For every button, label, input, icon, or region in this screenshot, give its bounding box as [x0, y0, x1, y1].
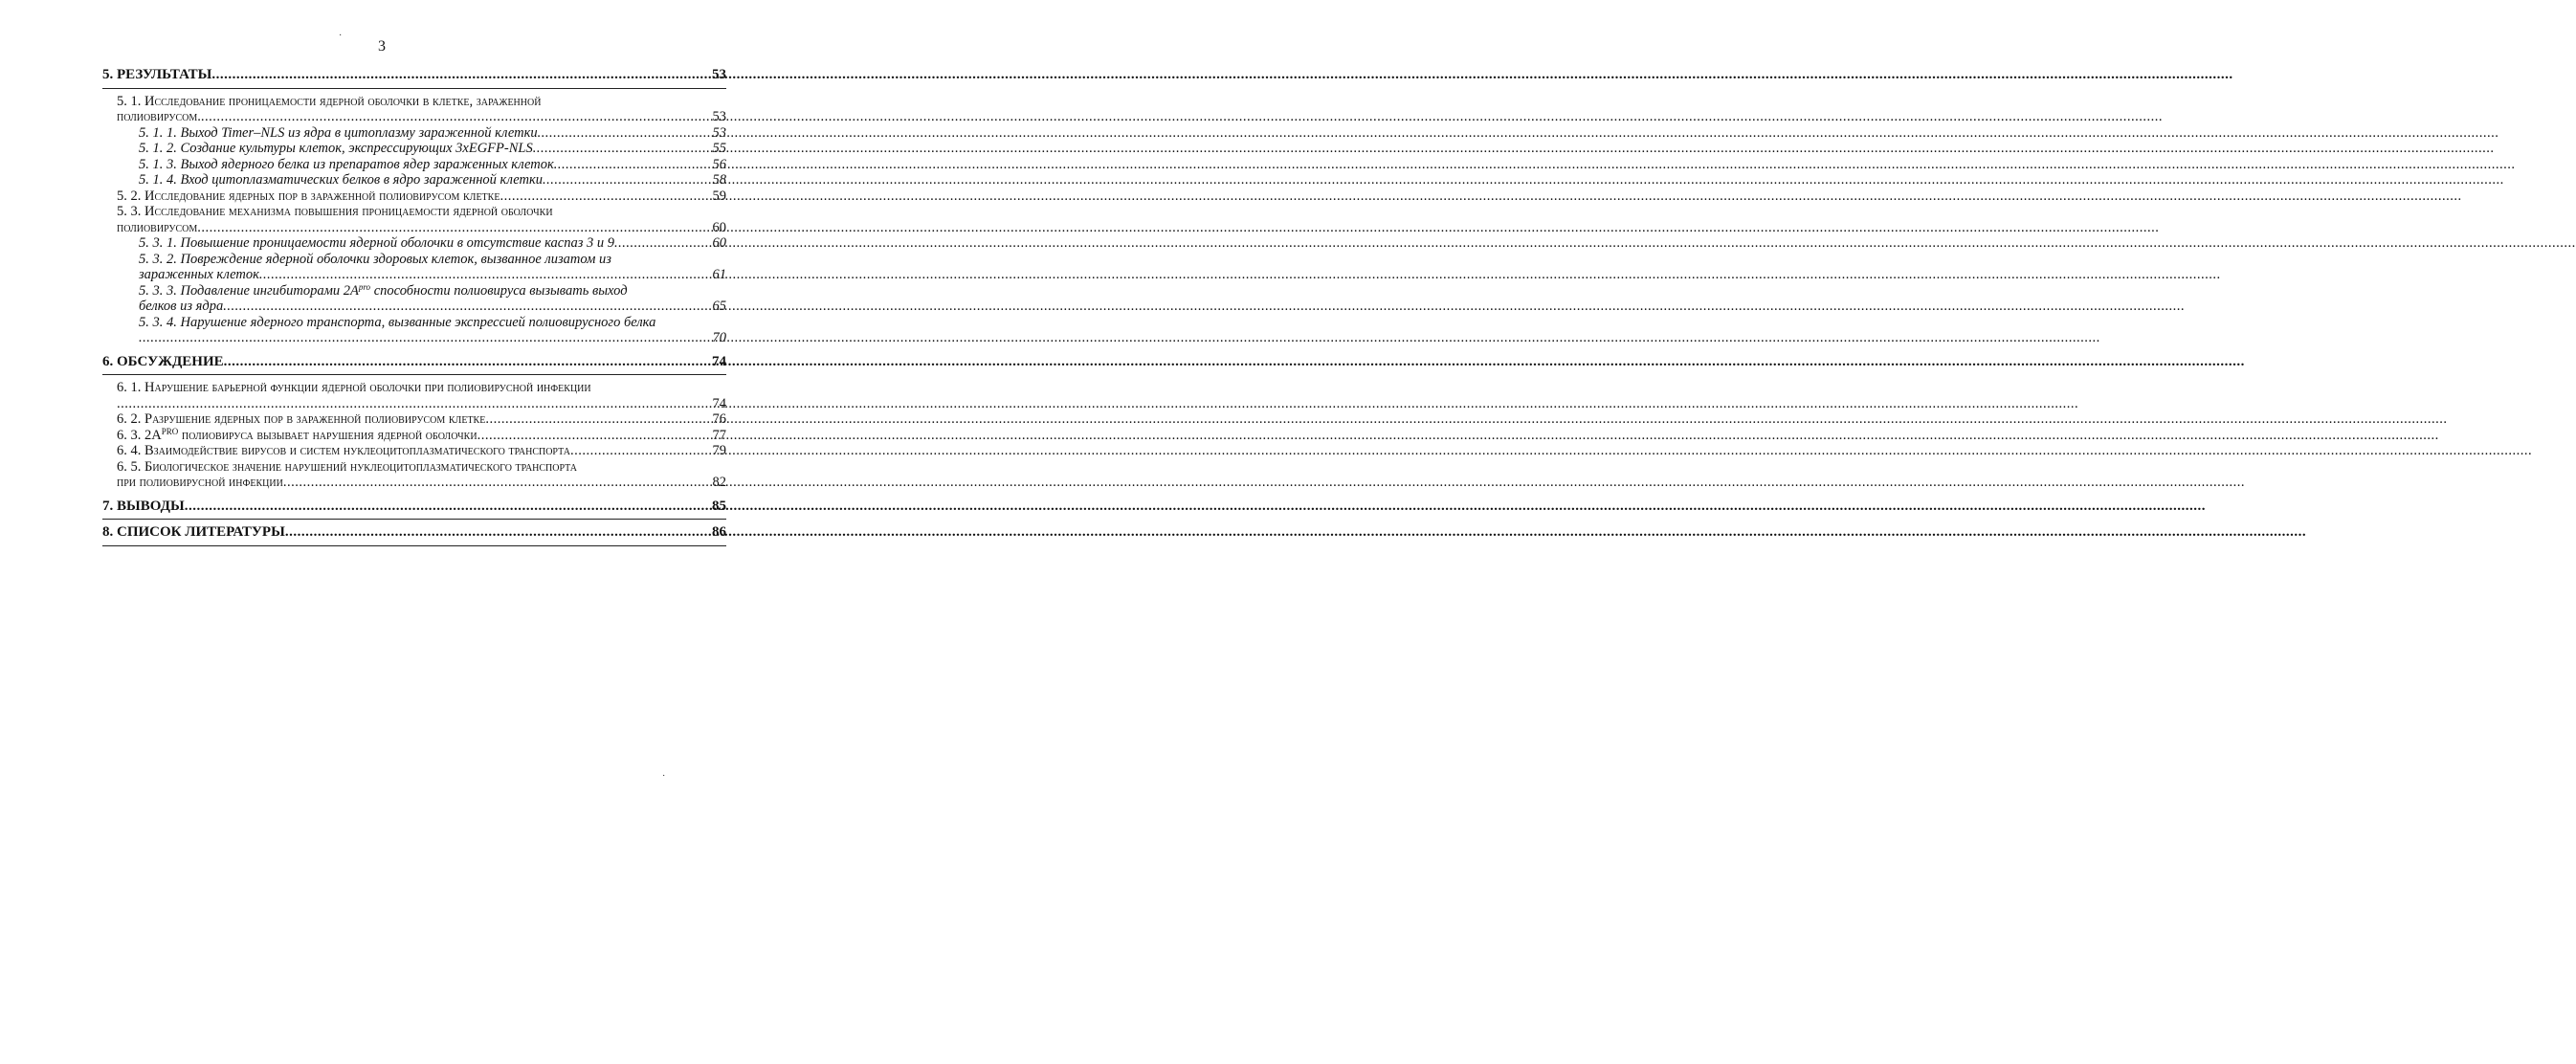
dot-leader: [185, 499, 711, 515]
toc-title: 6. 1. Нарушение барьерной функции ядерной оболочки при полиовирусной инфекции: [117, 380, 591, 395]
toc-title: 7. ВЫВОДЫ: [102, 498, 185, 514]
toc-entry-s5-1-3[interactable]: [102, 157, 726, 173]
dot-leader: [197, 220, 711, 236]
section-rule: [102, 519, 726, 520]
toc-entry-s6[interactable]: [102, 354, 726, 370]
toc-entry-s6-5[interactable]: [102, 459, 726, 491]
toc-page: 60: [712, 219, 726, 235]
toc-entry-s5-3-3[interactable]: [102, 283, 726, 315]
toc-title: 5. 1. 1. Выход Timer–NLS из ядра в цитоплазму зараженной клетки: [139, 124, 538, 141]
toc-title: 5. 3. 2. Повреждение ядерной оболочки здоровых клеток, вызванное лизатом из: [139, 251, 611, 267]
toc-title: 6. 2. Разрушение ядерных пор в зараженной полиовирусом клетке: [117, 411, 486, 427]
dot-leader: [533, 141, 712, 157]
toc-entry-s8[interactable]: [102, 524, 726, 541]
toc-page: 53: [712, 67, 726, 82]
toc-title-cont: при полиовирусной инфекции: [117, 475, 283, 490]
toc-title: 6. 3. $2A^{PRO}$ полиовируса вызывает нарушения ядерной оболочки: [117, 426, 477, 443]
toc-page: 77: [712, 427, 726, 443]
dot-leader: [477, 428, 712, 444]
toc-page: 70: [712, 330, 726, 345]
toc-entry-s6-3[interactable]: [102, 428, 726, 444]
toc-page: 60: [712, 235, 726, 251]
toc-entry-s5-1-2[interactable]: [102, 141, 726, 157]
dot-leader: [117, 396, 712, 412]
toc-title: 5. РЕЗУЛЬТАТЫ: [102, 67, 212, 82]
dot-leader: [485, 411, 711, 428]
toc-entry-s5[interactable]: [102, 67, 726, 83]
toc-page: 58: [712, 172, 726, 188]
toc-title: 6. 5. Биологическое значение нарушений нуклеоцитоплазматического транспорта: [117, 458, 578, 475]
toc-title: 5. 1. Исследование проницаемости ядерной оболочки в клетке, зараженной: [117, 93, 542, 109]
toc-title: 5. 3. 1. Повышение проницаемости ядерной оболочки в отсутствие каспаз 3 и 9: [139, 235, 614, 251]
toc-title: 5. 3. 4. Нарушение ядерного транспорта, вызванные экспрессией полиовирусного белка: [139, 314, 656, 330]
dot-leader: [224, 354, 711, 370]
toc-title: 8. СПИСОК ЛИТЕРАТУРЫ: [102, 524, 285, 540]
section-rule: [102, 545, 726, 546]
table-of-contents: [102, 63, 726, 551]
toc-entry-s5-1-1[interactable]: [102, 125, 726, 142]
toc-entry-s6-4[interactable]: [102, 443, 726, 459]
toc-page: 74: [712, 395, 726, 411]
dot-leader: [538, 125, 712, 142]
toc-title: 5. 1. 2. Создание культуры клеток, экспрессирующих 3xEGFP-NLS: [139, 141, 533, 156]
toc-entry-s5-3-2[interactable]: [102, 252, 726, 283]
toc-title: 5. 3. Исследование механизма повышения проницаемости ядерной оболочки: [117, 204, 553, 219]
toc-page: 53: [712, 124, 726, 141]
toc-page: 82: [712, 475, 726, 490]
dot-leader: [500, 188, 711, 205]
toc-page: 76: [712, 411, 726, 427]
toc-entry-s6-1[interactable]: [102, 380, 726, 411]
toc-page: 61: [712, 267, 726, 282]
dot-leader: [614, 235, 712, 252]
superscript: PRO: [161, 426, 179, 436]
dot-leader: [211, 67, 711, 83]
toc-title: 6. ОБСУЖДЕНИЕ: [102, 353, 224, 369]
toc-entry-s7[interactable]: [102, 499, 726, 515]
toc-title: 5. 1. 4. Вход цитоплазматических белков в ядро зараженной клетки: [139, 172, 544, 188]
toc-entry-s5-3-1[interactable]: [102, 235, 726, 252]
dot-leader: [139, 330, 712, 346]
scan-speck: ·: [662, 771, 666, 782]
dot-leader: [543, 172, 711, 188]
scan-speck: ·: [339, 31, 343, 41]
dot-leader: [570, 443, 712, 459]
page-number: 3: [378, 38, 386, 55]
toc-title: 5. 1. 3. Выход ядерного белка из препаратов ядер зараженных клеток: [139, 156, 554, 172]
toc-title: 5. 3. 3. Подавление ингибиторами $2A^{pro}$ способности полиовируса вызывать выход: [139, 281, 628, 299]
toc-page: 53: [712, 109, 726, 124]
toc-entry-s5-1[interactable]: [102, 94, 726, 125]
toc-entry-s5-1-4[interactable]: [102, 172, 726, 188]
toc-entry-s5-3[interactable]: [102, 204, 726, 235]
superscript: pro: [358, 281, 371, 292]
toc-page: 65: [712, 299, 726, 314]
dot-leader: [554, 157, 712, 173]
toc-entry-s6-2[interactable]: [102, 411, 726, 428]
dot-leader: [223, 299, 711, 315]
toc-title-cont: белков из ядра: [139, 299, 224, 314]
toc-page: 56: [712, 156, 726, 172]
toc-title: 5. 2. Исследование ядерных пор в зараженной полиовирусом клетке: [117, 188, 500, 204]
section-rule: [102, 374, 726, 375]
toc-page: 55: [712, 141, 726, 156]
toc-page: 59: [712, 188, 726, 204]
toc-title-cont: полиовирусом: [117, 219, 198, 235]
toc-title-cont: зараженных клеток: [139, 267, 259, 282]
dot-leader: [259, 267, 712, 283]
toc-page: 74: [712, 353, 726, 369]
toc-page: 85: [712, 498, 726, 514]
toc-title: 6. 4. Взаимодействие вирусов и систем нуклеоцитоплазматического транспорта: [117, 443, 570, 458]
dot-leader: [201, 109, 712, 125]
section-rule: [102, 88, 726, 89]
dot-leader: [283, 475, 712, 491]
toc-title-cont: полиовирусом.: [117, 109, 201, 124]
toc-entry-s5-3-4[interactable]: [102, 315, 726, 346]
toc-page: 79: [712, 443, 726, 458]
toc-page: 86: [712, 524, 726, 540]
toc-entry-s5-2[interactable]: [102, 188, 726, 205]
dot-leader: [285, 524, 711, 541]
